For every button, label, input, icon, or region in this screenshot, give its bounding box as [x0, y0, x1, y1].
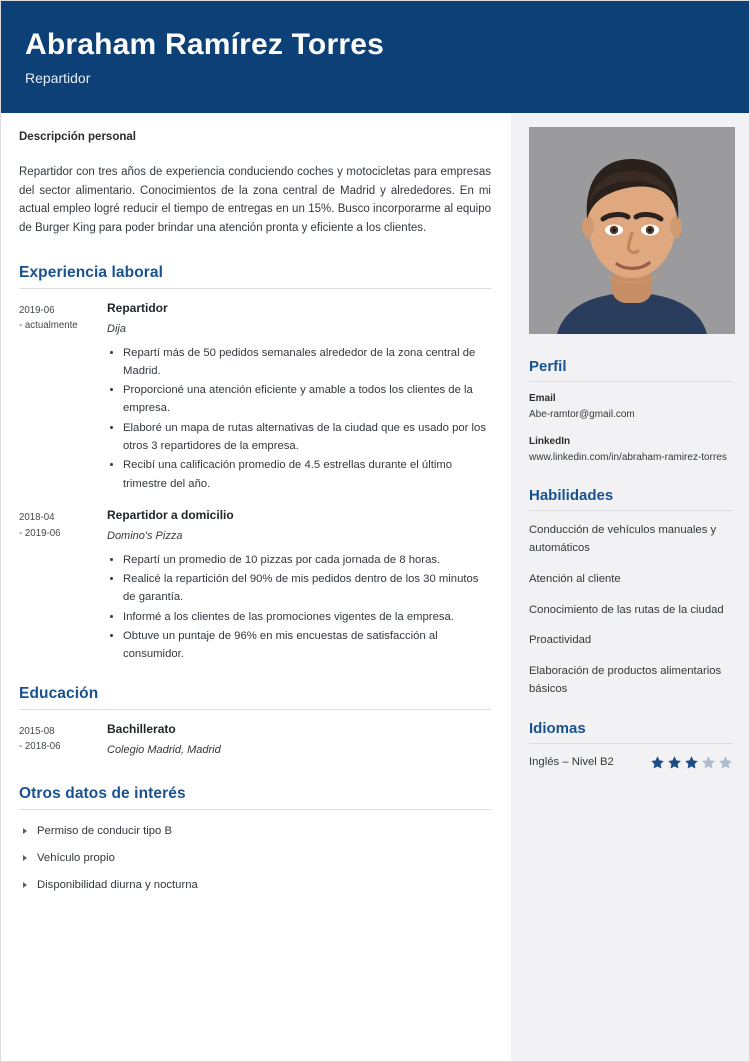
list-item: Informé a los clientes de las promociones vigentes de la empresa. — [107, 608, 491, 626]
main-column — [1, 113, 511, 1061]
language-row — [529, 755, 733, 770]
sidebar-section-languages — [529, 720, 733, 770]
entry-date-start: 2015-08 — [19, 725, 55, 737]
resume-body — [1, 113, 749, 1061]
skill-item: Elaboración de productos alimentarios básicos — [529, 665, 722, 696]
contact-value-linkedin[interactable]: www.linkedin.com/in/abraham-ramirez-torres — [529, 452, 727, 463]
entry-date-start: 2019-06 — [19, 304, 55, 316]
entry-body — [105, 722, 491, 765]
experience-entry — [19, 508, 491, 665]
entry-date-end: - actualmente — [19, 320, 78, 332]
entry-date-end: - 2019-06 — [19, 527, 61, 539]
header-subtitle: Repartidor — [25, 69, 91, 86]
list-item: Realicé la repartición del 90% de mis pedidos dentro de los 30 minutos de garantía. — [107, 570, 491, 607]
entry-dates — [19, 301, 105, 494]
star-icon — [718, 755, 733, 770]
sidebar — [511, 113, 749, 1061]
achievement-list — [107, 344, 491, 493]
list-item: Recibí una calificación promedio de 4.5 estrellas durante el último trimestre del año. — [107, 456, 491, 493]
achievement-list — [107, 551, 491, 664]
star-icon — [701, 755, 716, 770]
section-title-experience: Experiencia laboral — [19, 263, 164, 281]
list-item: Disponibilidad diurna y nocturna — [19, 876, 491, 894]
skill-item: Conducción de vehículos manuales y automáticos — [529, 524, 717, 554]
section-title-education: Educación — [19, 684, 99, 702]
school-name: Colegio Madrid, Madrid — [107, 743, 221, 756]
star-icon — [650, 755, 665, 770]
entry-body — [105, 301, 491, 494]
contact-value-email[interactable]: Abe-ramtor@gmail.com — [529, 409, 635, 420]
star-icon — [667, 755, 682, 770]
skill-item: Proactividad — [529, 634, 592, 647]
divider — [19, 809, 491, 810]
contact-label-email: Email — [529, 393, 556, 404]
skill-item: Conocimiento de las rutas de la ciudad — [529, 603, 724, 616]
skill-item: Atención al cliente — [529, 572, 621, 585]
education-entry — [19, 722, 491, 765]
sidebar-title-profile: Perfil — [529, 358, 567, 375]
experience-entry — [19, 301, 491, 494]
entry-dates — [19, 508, 105, 665]
section-other-info — [19, 785, 491, 895]
list-item: Permiso de conducir tipo B — [19, 822, 491, 840]
section-experience — [19, 264, 491, 665]
sidebar-title-languages: Idiomas — [529, 719, 586, 737]
summary-text: Repartidor con tres años de experiencia conduciendo coches y motocicletas para empresas del sector alimentario. Conocimientos de la zona central de Madrid y alrededores. En mi actual empleo logré reducir el tiempo de entregas en un 15%. Busco incorporarme al equipo de Burger King para poder brindar una atención pronta y eficiente a los clientes. — [19, 166, 491, 234]
other-info-list — [19, 822, 491, 895]
divider — [19, 288, 491, 289]
company-name: Dija — [107, 322, 126, 335]
language-rating-stars — [650, 755, 733, 770]
divider — [19, 709, 491, 710]
job-title: Repartidor — [107, 300, 168, 315]
divider — [529, 743, 733, 744]
sidebar-title-skills: Habilidades — [529, 487, 614, 504]
list-item: Repartí más de 50 pedidos semanales alrededor de la zona central de Madrid. — [107, 344, 491, 381]
page-title: Abraham Ramírez Torres — [25, 27, 384, 61]
sidebar-section-skills — [529, 487, 733, 699]
entry-date-end: - 2018-06 — [19, 741, 61, 753]
section-title-other-info: Otros datos de interés — [19, 784, 186, 802]
list-item: Proporcioné una atención eficiente y amable a todos los clientes de la empresa. — [107, 381, 491, 418]
company-name: Domino's Pizza — [107, 529, 183, 542]
entry-date-start: 2018-04 — [19, 511, 55, 523]
list-item: Vehículo propio — [19, 849, 491, 867]
list-item: Repartí un promedio de 10 pizzas por cada jornada de 8 horas. — [107, 551, 491, 569]
star-icon — [684, 755, 699, 770]
sidebar-section-profile — [529, 358, 733, 466]
list-item: Elaboré un mapa de rutas alternativas de la ciudad que es usado por los otros 3 repartidores de la empresa. — [107, 419, 491, 456]
avatar — [529, 127, 735, 334]
section-education — [19, 685, 491, 765]
divider — [529, 381, 733, 382]
divider — [529, 510, 733, 511]
resume-header — [1, 1, 749, 113]
summary-heading: Descripción personal — [19, 131, 136, 143]
entry-dates — [19, 722, 105, 765]
job-title: Repartidor a domicilio — [107, 507, 234, 522]
entry-body — [105, 508, 491, 665]
language-name: Inglés – Nivel B2 — [529, 756, 614, 769]
contact-label-linkedin: LinkedIn — [529, 436, 571, 447]
list-item: Obtuve un puntaje de 96% en mis encuestas de satisfacción al consumidor. — [107, 627, 491, 664]
portrait-illustration — [529, 127, 735, 334]
degree-title: Bachillerato — [107, 721, 176, 736]
